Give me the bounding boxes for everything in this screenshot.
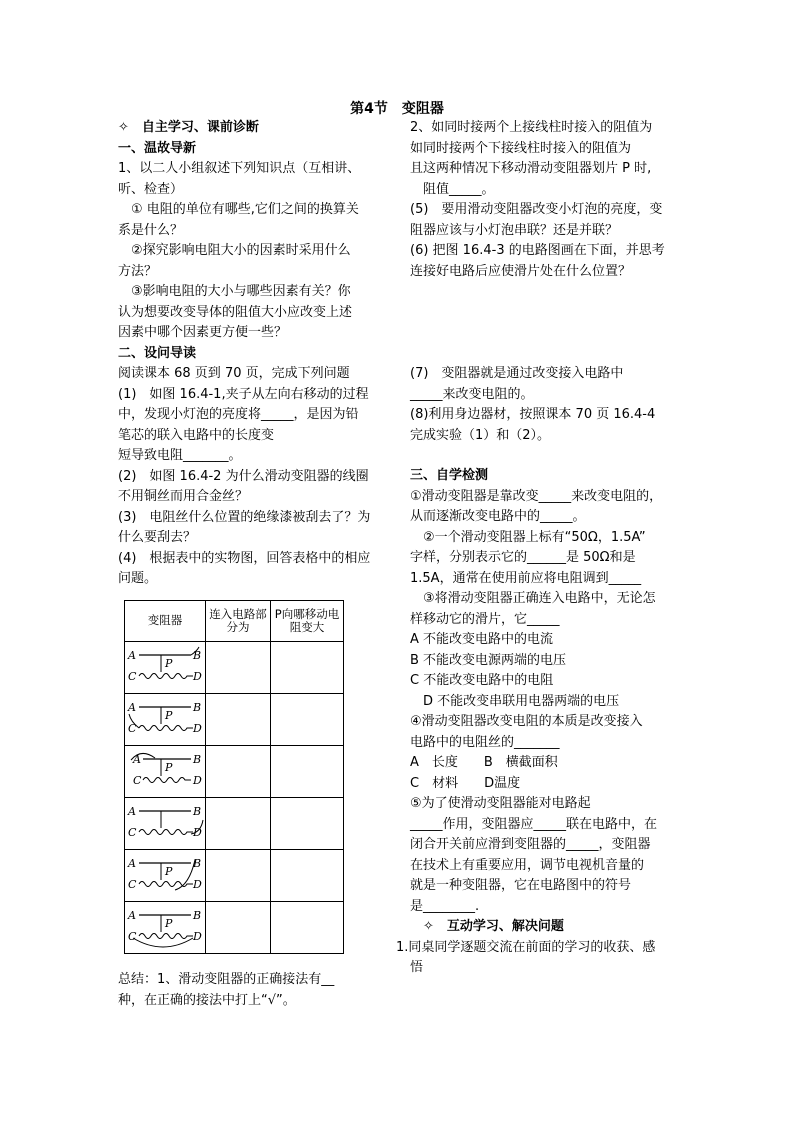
rheostat-diagram-5 <box>125 850 205 900</box>
question-p1: (1) 如图 16.4-1,夹子从左向右移动的过程 <box>118 386 369 402</box>
summary-line: 种，在正确的接法中打上“√”。 <box>118 992 296 1008</box>
table-cell-answer[interactable] <box>206 693 271 745</box>
check-2-cont2: 1.5A，通常在使用前应将电阻调到_____ <box>410 570 642 586</box>
label-b: B <box>193 701 202 714</box>
question-p6-cont: 连接好电路后应使滑片处在什么位置？ <box>410 263 632 279</box>
question-1: 1、以二人小组叙述下列知识点（互相讲、 <box>118 161 361 176</box>
question-p5-cont: 阻器应该与小灯泡串联？还是并联？ <box>410 222 619 238</box>
rheostat-diagram-cell <box>125 745 206 797</box>
point-3-cont2: 因素中哪个因素更方便一些？ <box>118 325 288 340</box>
table-cell-answer[interactable] <box>271 641 344 693</box>
point-1: ① 电阻的单位有哪些,它们之间的换算关 <box>131 202 359 217</box>
label-a: A <box>128 649 136 662</box>
subheading: 二、设问导读 <box>118 345 197 361</box>
question-p5: (5) 要用滑动变阻器改变小灯泡的亮度，变 <box>410 202 663 217</box>
check-4-options: A 长度 B 横截面积 <box>410 755 558 770</box>
check-5-cont2: 闭合开关前应滑到变阻器的_____，变阻器 <box>410 837 651 852</box>
interact-1-cont: 悟 <box>410 960 424 975</box>
question-p1-cont3: 短导致电阻_______。 <box>118 448 242 463</box>
point-1-cont: 系是什么？ <box>118 222 184 238</box>
section-heading: ✧ 互动学习、解决问题 <box>423 919 564 934</box>
table-cell-answer[interactable] <box>206 641 271 693</box>
label-d: D <box>193 878 202 891</box>
spacer <box>410 446 678 466</box>
option-d: D 不能改变串联用电器两端的电压 <box>423 693 620 709</box>
section-heading: ✧ 自主学习、课前诊断 <box>118 120 259 135</box>
check-4: ④滑动变阻器改变电阻的本质是改变接入 <box>410 714 643 729</box>
check-1: ①滑动变阻器是靠改变_____来改变电阻的， <box>410 488 663 504</box>
question-2-cont3: 阻值_____。 <box>423 181 495 197</box>
rheostat-diagram-1 <box>125 642 205 692</box>
check-5: ⑤为了使滑动变阻器能对电路起 <box>410 796 591 811</box>
rheostat-diagram-cell <box>125 693 206 745</box>
table-header-connected-part: 连入电路部分为 <box>206 600 271 641</box>
question-2-cont2: 且这两种情况下移动滑动变阻器划片 P 时, <box>410 161 652 176</box>
label-b: B <box>193 857 202 870</box>
check-3: ③将滑动变阻器正确连入电路中，无论怎 <box>423 591 656 606</box>
subheading: 三、自学检测 <box>410 468 489 483</box>
label-p: P <box>165 865 173 878</box>
interact-1: 1.同桌同学逐题交流在前面的学习的收获、感 <box>396 939 656 955</box>
check-5-cont3: 在技术上有重要应用，调节电视机音量的 <box>410 857 645 873</box>
label-c: C <box>128 930 137 943</box>
rheostat-table <box>124 600 344 954</box>
label-p: P <box>165 917 173 930</box>
question-p3-cont: 什么要刮去？ <box>118 530 197 545</box>
question-p3: (3) 电阻丝什么位置的绝缘漆被刮去了？为 <box>118 509 371 525</box>
rheostat-diagram-cell <box>125 641 206 693</box>
option-b: B 不能改变电源两端的电压 <box>410 652 567 668</box>
question-p8-cont: 完成实验（1）和（2）。 <box>410 427 551 443</box>
label-a: A <box>128 805 136 818</box>
question-p6: (6) 把图 16.4-3 的电路图画在下面，并思考 <box>410 243 665 258</box>
label-d: D <box>193 930 202 943</box>
reading-instruction: 阅读课本 68 页到 70 页，完成下列问题 <box>118 366 350 381</box>
label-c: C <box>128 826 137 839</box>
summary <box>118 970 380 1011</box>
rheostat-diagram-4 <box>125 798 205 848</box>
check-5-cont: _____作用，变阻器应_____联在电路中，在 <box>410 816 658 832</box>
table-cell-answer[interactable] <box>206 745 271 797</box>
question-1-cont: 听、检查） <box>118 181 184 197</box>
table-cell-answer[interactable] <box>271 797 344 849</box>
question-2-cont: 如同时接两个下接线柱时接入的阻值为 <box>410 140 632 156</box>
label-c: C <box>128 722 137 735</box>
table-cell-answer[interactable] <box>206 797 271 849</box>
label-a: A <box>133 753 141 766</box>
label-d: D <box>193 774 202 787</box>
check-2-cont: 字样，分别表示它的______是 50Ω和是 <box>410 550 636 565</box>
rheostat-diagram-3 <box>125 746 205 796</box>
point-3-cont: 认为想要改变导体的阻值大小应改变上述 <box>118 304 353 320</box>
label-b: B <box>193 805 202 818</box>
table-header-rheostat: 变阻器 <box>125 600 206 641</box>
rheostat-diagram-cell <box>125 797 206 849</box>
label-a: A <box>128 701 136 714</box>
page-title: 第4节 变阻器 <box>350 101 444 117</box>
check-5-cont4: 就是一种变阻器，它在电路图中的符号 <box>410 878 632 893</box>
label-a: A <box>128 909 136 922</box>
check-1-cont: 从而逐渐改变电路中的_____。 <box>410 509 586 524</box>
label-b: B <box>193 909 202 922</box>
question-p8: (8)利用身边器材，按照课本 70 页 16.4-4 <box>410 407 656 422</box>
table-cell-answer[interactable] <box>271 901 344 953</box>
label-p: P <box>165 709 173 722</box>
check-3-cont: 样移动它的滑片，它_____ <box>410 611 560 627</box>
table-cell-answer[interactable] <box>206 849 271 901</box>
check-4-cont: 电路中的电阻丝的_______ <box>410 734 560 750</box>
drawing-space <box>410 282 678 364</box>
label-b: B <box>193 753 202 766</box>
rheostat-diagram-cell <box>125 901 206 953</box>
label-p: P <box>165 761 173 774</box>
summary-line: 总结：1、滑动变阻器的正确接法有__ <box>118 972 335 987</box>
question-p2-cont: 不用铜丝而用合金丝？ <box>118 489 249 504</box>
check-4-options: C 材料 D温度 <box>410 775 521 791</box>
table-header-slide-direction: P向哪移动电阻变大 <box>271 600 344 641</box>
point-3: ③影响电阻的大小与哪些因素有关？你 <box>131 284 351 299</box>
question-p2: (2) 如图 16.4-2 为什么滑动变阻器的线圈 <box>118 468 369 484</box>
label-c: C <box>128 878 137 891</box>
point-2-cont: 方法？ <box>118 263 158 279</box>
check-2: ②一个滑动变阻器上标有“50Ω，1.5A” <box>423 529 646 545</box>
question-p1-cont: 中，发现小灯泡的亮度将_____，是因为铅 <box>118 407 359 422</box>
label-d: D <box>193 722 202 735</box>
label-p: P <box>165 657 173 670</box>
table-cell-answer[interactable] <box>271 745 344 797</box>
question-p4: (4) 根据表中的实物图，回答表格中的相应 <box>118 550 371 566</box>
question-p4-cont: 问题。 <box>118 571 158 586</box>
left-column <box>118 118 380 958</box>
right-column <box>396 118 678 979</box>
label-a: A <box>128 857 136 870</box>
label-b: B <box>193 649 202 662</box>
check-5-cont5: 是________. <box>410 898 480 914</box>
rheostat-diagram-6 <box>125 902 205 952</box>
question-p7-cont: _____来改变电阻的。 <box>410 386 534 402</box>
label-c: C <box>128 670 137 683</box>
table-cell-answer[interactable] <box>271 849 344 901</box>
option-a: A 不能改变电路中的电流 <box>410 632 554 647</box>
point-2: ②探究影响电阻大小的因素时采用什么 <box>131 243 351 258</box>
rheostat-diagram-2 <box>125 694 205 744</box>
label-d: D <box>193 826 202 839</box>
question-p1-cont2: 笔芯的联入电路中的长度变 <box>118 427 275 443</box>
label-c: C <box>133 774 142 787</box>
option-c: C 不能改变电路中的电阻 <box>410 673 554 688</box>
label-d: D <box>193 670 202 683</box>
question-2: 2、如同时接两个上接线柱时接入的阻值为 <box>410 120 653 135</box>
table-cell-answer[interactable] <box>271 693 344 745</box>
table-cell-answer[interactable] <box>206 901 271 953</box>
rheostat-diagram-cell <box>125 849 206 901</box>
question-p7: (7) 变阻器就是通过改变接入电路中 <box>410 366 624 381</box>
subheading: 一、温故导新 <box>118 140 197 156</box>
